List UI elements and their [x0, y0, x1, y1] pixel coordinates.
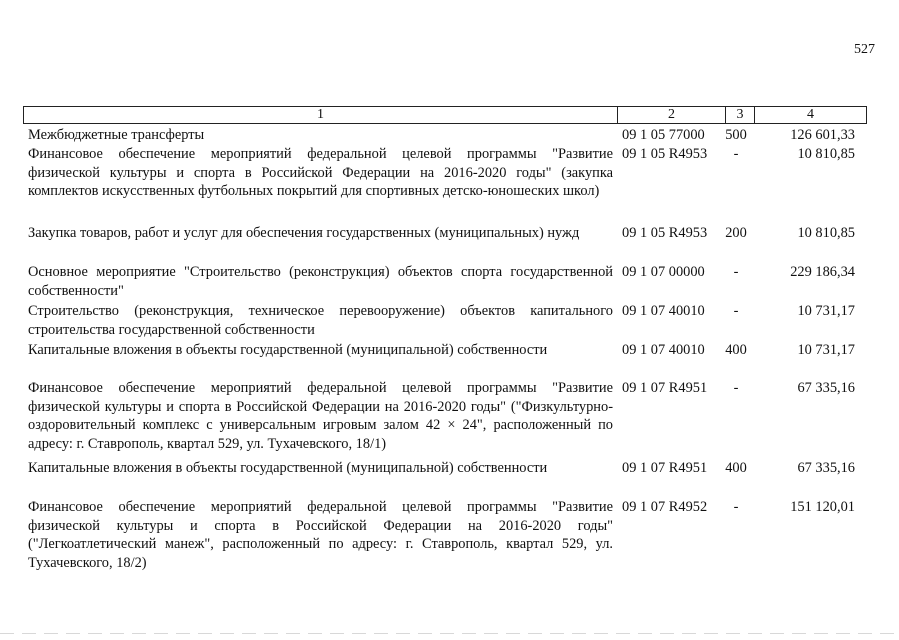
row-code: 09 1 07 00000: [622, 264, 705, 280]
row-name: Капитальные вложения в объекты государственной (муниципальной) собственности: [28, 342, 548, 358]
header-col-1: 1: [24, 107, 618, 123]
row-code: 09 1 07 R4952: [622, 499, 708, 515]
row-vr: -: [733, 380, 739, 396]
row-code: 09 1 07 40010: [622, 303, 705, 319]
row-sum: 151 120,01: [790, 499, 855, 515]
row-code: 09 1 07 R4951: [622, 380, 708, 396]
header-col-4: 4: [807, 107, 814, 122]
row-vr: 400: [725, 342, 747, 358]
row-sum: 10 810,85: [797, 146, 855, 162]
scan-bottom-edge: [0, 633, 899, 634]
row-code: 09 1 05 R4953: [622, 225, 708, 241]
page-number: 527: [854, 42, 875, 57]
row-name: Строительство (реконструкция, техническое перевооружение) объектов капитального строительства государственной собственности: [28, 303, 613, 338]
row-vr: -: [733, 499, 739, 515]
row-name: Финансовое обеспечение мероприятий федеральной целевой программы "Развитие физической культуры и спорта в Российской Федерации на 2016-2020 годы" (закупка комплектов искусственных футбольных покрытий для спортивных детско-юношеских школ): [28, 146, 613, 199]
header-col-2: 2: [618, 107, 726, 123]
row-name: Финансовое обеспечение мероприятий федеральной целевой программы "Развитие физической культуры и спорта в Российской Федерации на 2016-2020 годы" ("Легкоатлетический манеж", расположенный по адресу: г. Ставрополь, квартал 529, ул. Тухачевского, 18/2): [28, 499, 613, 571]
row-name: Межбюджетные трансферты: [28, 127, 205, 143]
row-code: 09 1 05 77000: [622, 127, 705, 143]
header-col-3: 3: [726, 107, 755, 123]
row-vr: 200: [725, 225, 747, 241]
row-sum: 10 731,17: [797, 303, 855, 319]
row-name: Закупка товаров, работ и услуг для обеспечения государственных (муниципальных) нужд: [28, 225, 580, 241]
row-sum: 10 810,85: [797, 225, 855, 241]
row-code: 09 1 07 40010: [622, 342, 705, 358]
row-name: Капитальные вложения в объекты государственной (муниципальной) собственности: [28, 460, 548, 476]
row-sum: 126 601,33: [790, 127, 855, 143]
row-code: 09 1 07 R4951: [622, 460, 708, 476]
row-name: Финансовое обеспечение мероприятий федеральной целевой программы "Развитие физической культуры и спорта в Российской Федерации на 2016-2020 годы" ("Физкультурно-оздоровительный комплекс с универсальным игровым залом 42 × 24", расположенный по адресу: г. Ставрополь, квартал 529, ул. Тухачевского, 18/1): [28, 380, 613, 452]
row-sum: 229 186,34: [790, 264, 855, 280]
table-header-row: [23, 106, 867, 124]
row-vr: 500: [725, 127, 747, 143]
row-name: Основное мероприятие "Строительство (реконструкция) объектов спорта государственной собственности": [28, 264, 613, 299]
row-code: 09 1 05 R4953: [622, 146, 708, 162]
row-vr: 400: [725, 460, 747, 476]
row-sum: 67 335,16: [797, 460, 855, 476]
row-sum: 67 335,16: [797, 380, 855, 396]
row-vr: -: [733, 264, 739, 280]
row-vr: -: [733, 303, 739, 319]
row-sum: 10 731,17: [797, 342, 855, 358]
row-vr: -: [733, 146, 739, 162]
